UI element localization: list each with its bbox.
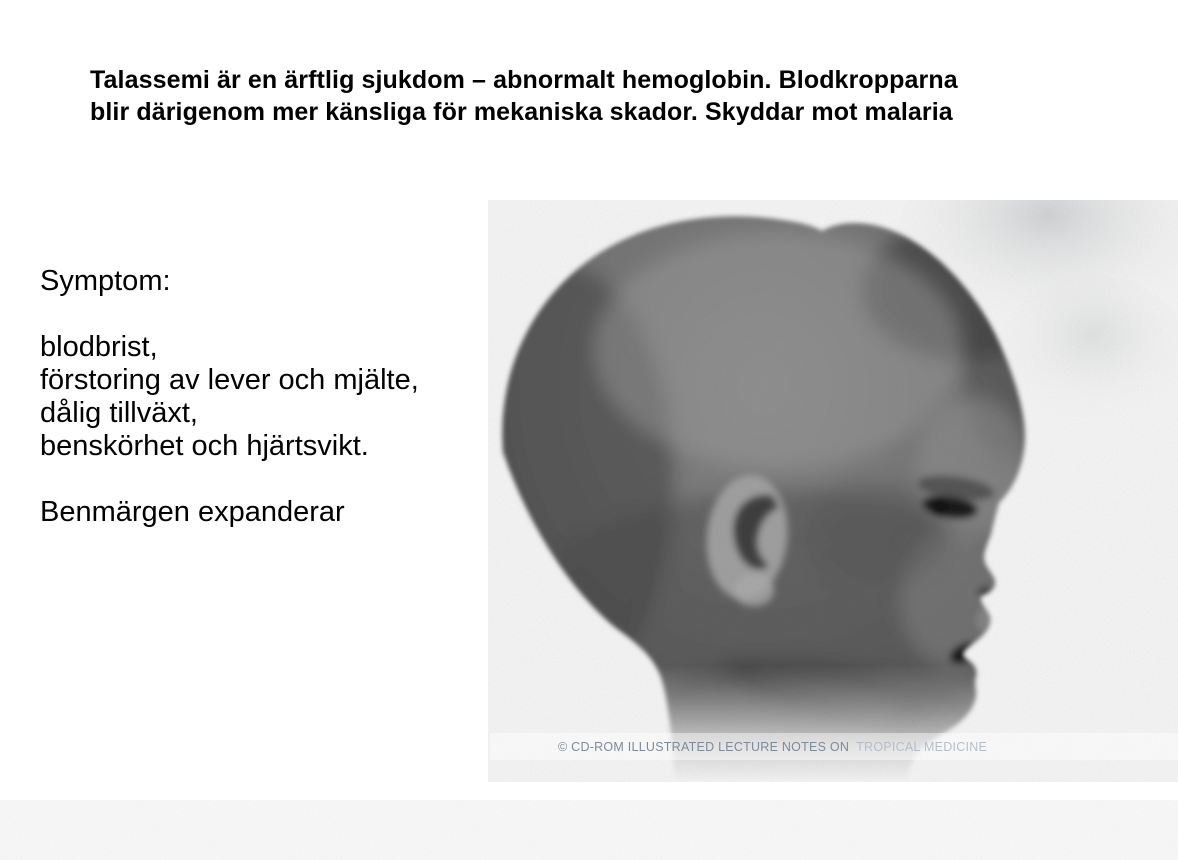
photo-caption-copyright: © CD-ROM ILLUSTRATED LECTURE NOTES ON	[558, 739, 850, 754]
patient-photo	[488, 200, 1178, 782]
slide-title: Talassemi är en ärftlig sjukdom – abnormalt hemoglobin. Blodkropparna blir därigenom mer känsliga för mekaniska skador. Skyddar mot malaria	[90, 66, 958, 126]
patient-photo-illustration	[488, 200, 1178, 782]
photo-caption-source: TROPICAL MEDICINE	[856, 739, 988, 754]
symptom-list: Symptom: blodbrist, förstoring av lever och mjälte, dålig tillväxt, benskörhet och hjärtsvikt. Benmärgen expanderar	[40, 265, 419, 528]
scan-noise-strip	[0, 800, 1178, 860]
photo-caption	[490, 733, 1178, 760]
